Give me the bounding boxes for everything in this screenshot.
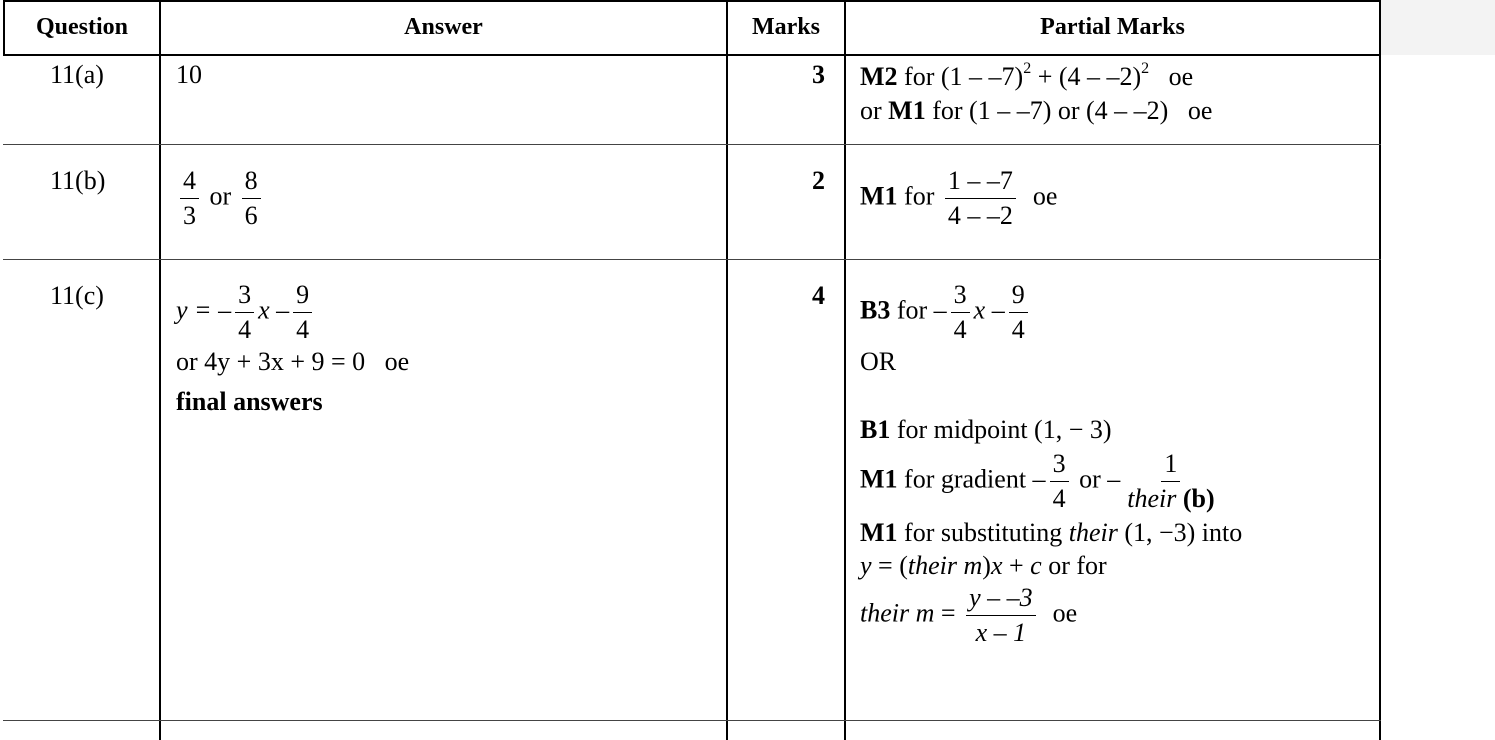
header-answer: Answer xyxy=(404,14,483,40)
question-number: 11(c) xyxy=(50,281,104,310)
question-number: 11(a) xyxy=(50,60,104,89)
fraction: $\frac{3}{4}$ xyxy=(951,282,970,343)
partial-marks-text xyxy=(860,282,1242,646)
marks-value: 3 xyxy=(812,60,825,89)
fraction: $\frac{9}{4}$ xyxy=(293,282,312,343)
column-divider xyxy=(844,0,846,740)
answer-alternative: or 4y + 3x + 9 = 0 oe xyxy=(176,347,410,376)
fraction: $\frac{y - -3}{x - 1}$ xyxy=(966,585,1036,646)
answer-equation: y = – $\frac{3}{4}$ x – $\frac{9}{4}$ xyxy=(176,282,409,343)
header-partial-marks: Partial Marks xyxy=(1040,14,1185,40)
row-divider xyxy=(3,720,1381,721)
partial-line: B3 for – $\frac{3}{4}$ x – $\frac{9}{4}$ xyxy=(860,282,1242,343)
partial-line: y = (their m)x + c or for xyxy=(860,551,1107,581)
answer-value: $\frac{4}{3}$ or $\frac{8}{6}$ xyxy=(176,168,265,229)
question-number: 11(b) xyxy=(50,166,106,195)
fraction: $\frac{9}{4}$ xyxy=(1009,282,1028,343)
column-divider xyxy=(726,0,728,740)
partial-line: their m = $\frac{y - -3}{x - 1}$ oe xyxy=(860,583,1078,648)
column-divider xyxy=(159,0,161,740)
partial-line: M1 for substituting their (1, −3) into xyxy=(860,517,1243,547)
fraction: $\frac{8}{6}$ xyxy=(242,168,261,229)
answer-value: 10 xyxy=(176,60,202,89)
partial-line: M1 for gradient – $\frac{3}{4}$ or – $\frac{1}{\text{their (b)}}$ xyxy=(860,451,1242,512)
fraction: $\frac{4}{3}$ xyxy=(180,168,199,229)
partial-marks-text xyxy=(860,60,1212,128)
answer-value xyxy=(176,282,409,419)
fraction: $\frac{1 - -7}{4 - -2}$ xyxy=(945,168,1016,229)
fraction: $\frac{3}{4}$ xyxy=(1050,451,1069,512)
row-divider xyxy=(3,144,1381,145)
partial-line: or M1 for (1 – –7) or (4 – –2) oe xyxy=(860,95,1213,125)
partial-marks-text: M1 for $\frac{1 - -7}{4 - -2}$ oe xyxy=(860,166,1058,230)
table-border-right xyxy=(1379,0,1381,740)
marks-value: 4 xyxy=(812,281,825,310)
fraction: $\frac{3}{4}$ xyxy=(235,282,254,343)
partial-line: M2 for (1 – –7)$^2$ + (4 – –2)$^2$ oe xyxy=(860,60,1194,91)
partial-line: OR xyxy=(860,347,897,376)
header-question: Question xyxy=(35,14,128,40)
row-divider xyxy=(3,259,1381,260)
partial-line: B1 for midpoint (1, − 3) xyxy=(860,414,1112,444)
marks-value: 2 xyxy=(812,166,825,195)
answer-final-note: final answers xyxy=(176,386,323,416)
fraction: $\frac{1}{\text{their (b)}}$ xyxy=(1127,448,1215,513)
header-marks: Marks xyxy=(752,14,820,40)
